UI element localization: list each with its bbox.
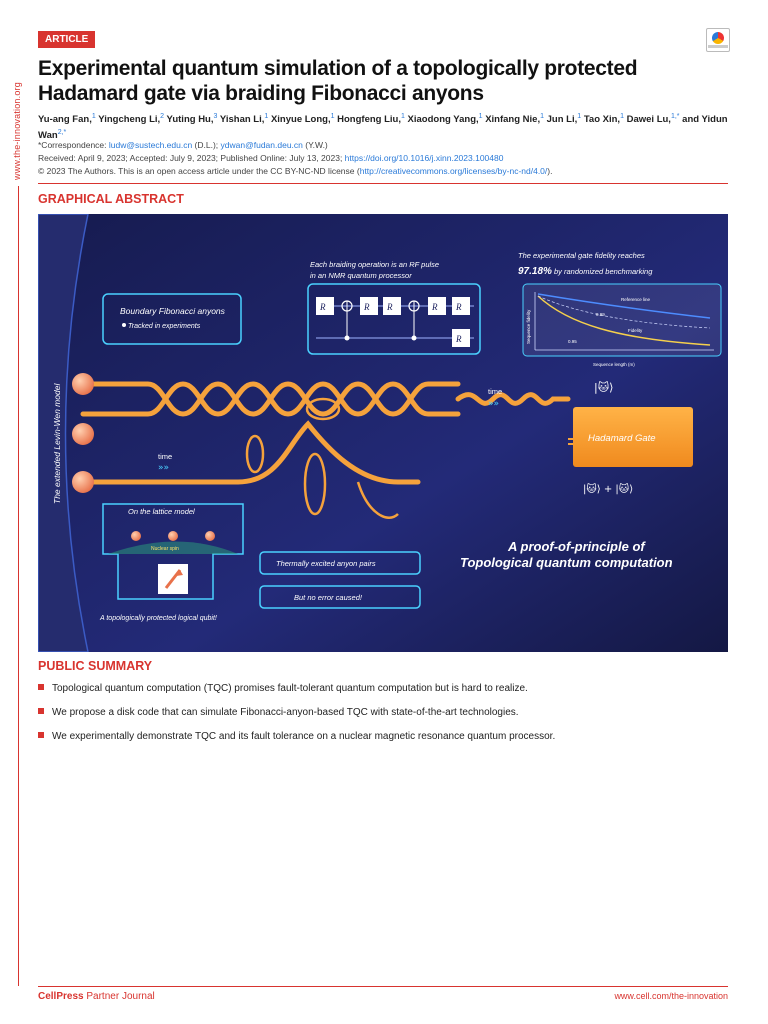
fidelity-caption: The experimental gate fidelity reaches bbox=[518, 251, 645, 260]
affiliation-marker[interactable]: 1 bbox=[577, 113, 582, 120]
summary-item: We propose a disk code that can simulate Fibonacci-anyon-based TQC with state-of-the-art technologies. bbox=[38, 707, 728, 718]
affiliation-marker[interactable]: 2 bbox=[160, 113, 165, 120]
affiliation-marker[interactable]: 1,* bbox=[670, 113, 680, 120]
gate-label: R bbox=[364, 302, 370, 312]
graphical-abstract-heading: GRAPHICAL ABSTRACT bbox=[38, 192, 184, 206]
article-badge: ARTICLE bbox=[38, 31, 95, 48]
affiliation-marker[interactable]: 1 bbox=[401, 113, 405, 120]
ket-zero-icon: |🐱⟩ bbox=[594, 381, 614, 394]
gate-label: R bbox=[456, 302, 462, 312]
noerror-label: But no error caused! bbox=[294, 593, 362, 602]
proof-line-2: Topological quantum computation bbox=[460, 555, 673, 570]
boundary-subtitle: Tracked in experiments bbox=[128, 323, 201, 330]
bullet-square-icon bbox=[38, 732, 44, 738]
author-name: Xinyue Long, bbox=[270, 114, 331, 126]
levin-wen-label: The extended Levin-Wen model bbox=[52, 383, 62, 504]
affiliation-marker[interactable]: 1 bbox=[330, 113, 335, 120]
time-label-2: time bbox=[158, 452, 173, 461]
plot-ref-label: Reference line bbox=[621, 297, 651, 302]
rf-caption-1: Each braiding operation is an RF pulse bbox=[310, 260, 440, 269]
anyon-ball bbox=[72, 423, 94, 445]
author-name: Yuting Hu, bbox=[166, 114, 214, 126]
header-divider bbox=[38, 183, 728, 184]
author-name: Dawei Lu, bbox=[626, 114, 671, 126]
summary-item: Topological quantum computation (TQC) promises fault-tolerant quantum computation but is hard to realize. bbox=[38, 683, 728, 694]
author-name: Yishan Li, bbox=[219, 114, 265, 126]
author-list bbox=[38, 110, 728, 142]
gate-label: R bbox=[320, 302, 326, 312]
thermal-label: Thermally excited anyon pairs bbox=[276, 559, 376, 568]
graphical-abstract bbox=[38, 214, 728, 652]
correspondence: *Correspondence: ludw@sustech.edu.cn (D.L.); ydwan@fudan.deu.cn (Y.W.) bbox=[38, 140, 328, 150]
time-arrow-icon: »» bbox=[158, 463, 170, 473]
author-name: Jun Li, bbox=[546, 114, 578, 126]
summary-item: We experimentally demonstrate TQC and its fault tolerance on a nuclear magnetic resonance quantum processor. bbox=[38, 731, 728, 742]
fidelity-value-line bbox=[518, 266, 653, 277]
affiliation-marker[interactable]: 1 bbox=[620, 113, 624, 120]
affiliation-marker[interactable]: 1 bbox=[478, 113, 483, 120]
plot-095: 0.95 bbox=[568, 339, 577, 344]
time-arrow-icon: »» bbox=[488, 399, 500, 409]
anyon-ball bbox=[72, 373, 94, 395]
footer-divider bbox=[38, 986, 728, 987]
plot-xlabel: Sequence length (m) bbox=[593, 362, 635, 367]
author-name: Xiaodong Yang, bbox=[407, 114, 479, 126]
email-link-1[interactable]: ludw@sustech.edu.cn bbox=[108, 140, 193, 150]
license-line: © 2023 The Authors. This is an open access article under the CC BY-NC-ND license (http://creativecommons.org/licenses/by-nc-nd/4.0/). bbox=[38, 166, 553, 176]
boundary-title: Boundary Fibonacci anyons bbox=[120, 306, 225, 316]
ket-superposition-icon: |🐱⟩ + |🐱⟩ bbox=[583, 484, 634, 495]
fidelity-value: 97.18% bbox=[518, 266, 552, 277]
author-name: Yingcheng Li, bbox=[98, 114, 161, 126]
doi-link[interactable]: https://doi.org/10.1016/j.xinn.2023.100480 bbox=[344, 153, 504, 163]
journal-url-vertical[interactable]: www.the-innovation.org bbox=[12, 82, 22, 180]
affiliation-marker[interactable]: 1 bbox=[91, 113, 96, 120]
qubit-caption: A topologically protected logical qubit! bbox=[100, 615, 217, 622]
affiliation-marker[interactable]: 2,* bbox=[57, 129, 67, 137]
public-summary-heading: PUBLIC SUMMARY bbox=[38, 659, 153, 673]
affiliation-marker[interactable]: 1 bbox=[540, 113, 544, 120]
plot-099: 0.99 bbox=[596, 312, 605, 317]
hadamard-label: Hadamard Gate bbox=[588, 433, 656, 444]
author-name: Tao Xin, bbox=[583, 114, 621, 126]
anyon-ball bbox=[72, 471, 94, 493]
affiliation-marker[interactable]: 3 bbox=[213, 113, 218, 120]
check-for-updates-icon[interactable] bbox=[706, 28, 730, 52]
fidelity-method: by randomized benchmarking bbox=[551, 267, 653, 276]
bullet-square-icon bbox=[38, 708, 44, 714]
author-name: Yu-ang Fan, bbox=[38, 114, 92, 126]
publication-dates: Received: April 9, 2023; Accepted: July 9, 2023; Published Online: July 13, 2023; https://doi.org/10.1016/j.xinn.2023.100480 bbox=[38, 153, 504, 163]
side-divider bbox=[18, 186, 19, 986]
author-name: Xinfang Nie, bbox=[485, 114, 541, 126]
email-link-2[interactable]: ydwan@fudan.deu.cn bbox=[220, 140, 303, 150]
affiliation-marker[interactable]: 1 bbox=[264, 113, 269, 120]
time-label-1: time bbox=[488, 387, 503, 396]
author-name: Hongfeng Liu, bbox=[337, 114, 401, 126]
plot-fid-label: Fidelity bbox=[628, 328, 643, 333]
cellpress-logo[interactable]: CellPress Partner Journal bbox=[38, 991, 155, 1002]
rf-caption-2: in an NMR quantum processor bbox=[310, 271, 412, 280]
article-title: Experimental quantum simulation of a topologically protected Hadamard gate via braiding Fibonacci anyons bbox=[38, 57, 638, 105]
author-name: and Yidun Wan bbox=[38, 114, 728, 142]
gate-label: R bbox=[456, 334, 462, 344]
plot-ylabel: Sequence fidelity bbox=[526, 309, 531, 344]
nuclear-spin-label: Nuclear spin bbox=[151, 546, 179, 552]
gate-label: R bbox=[432, 302, 438, 312]
footer-url[interactable]: www.cell.com/the-innovation bbox=[614, 991, 728, 1001]
bullet-square-icon bbox=[38, 684, 44, 690]
gate-label: R bbox=[387, 302, 393, 312]
lattice-label: On the lattice model bbox=[128, 507, 195, 516]
fidelity-plot bbox=[523, 284, 721, 356]
license-link[interactable]: http://creativecommons.org/licenses/by-nc-nd/4.0/ bbox=[359, 166, 548, 176]
proof-line-1: A proof-of-principle of bbox=[508, 539, 645, 554]
